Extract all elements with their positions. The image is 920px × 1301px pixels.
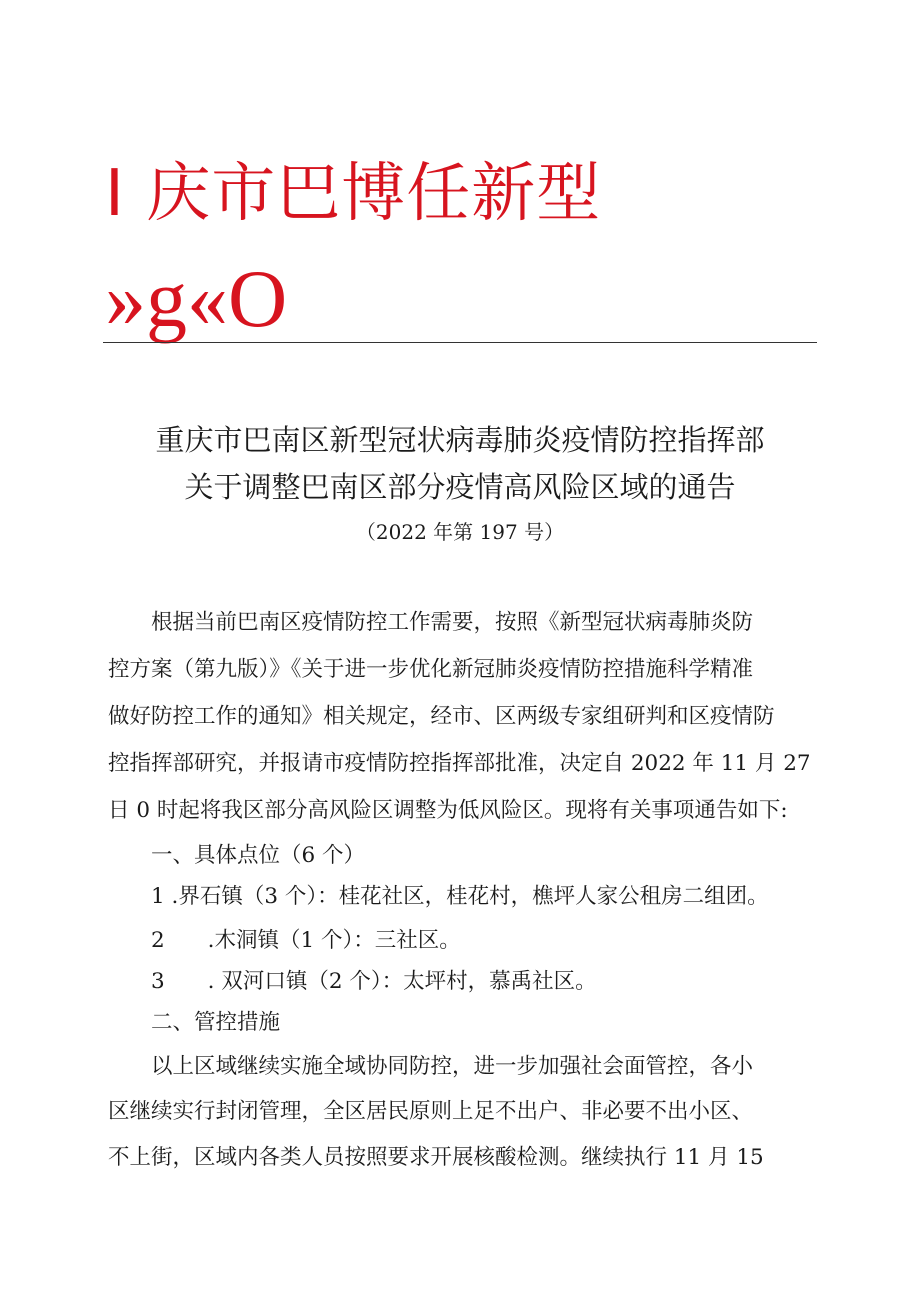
- document-number: （2022 年第 197 号）: [355, 520, 565, 544]
- body-line: 日 0 时起将我区部分高风险区调整为低风险区。现将有关事项通告如下:: [108, 798, 788, 823]
- document-title-line-2: 关于调整巴南区部分疫情高风险区域的通告: [184, 470, 736, 504]
- section-heading: 一、具体点位（6 个）: [108, 843, 366, 868]
- body-line: 不上街，区域内各类人员按照要求开展核酸检测。继续执行 11 月 15: [108, 1145, 764, 1170]
- body-line: 做好防控工作的通知》相关规定，经市、区两级专家组研判和区疫情防: [108, 704, 775, 729]
- body-line: 根据当前巴南区疫情防控工作需要，按照《新型冠状病毒肺炎防: [108, 610, 754, 635]
- masthead-divider: [103, 342, 817, 343]
- body-line: 以上区域继续实施全域协同防控，进一步加强社会面管控，各小: [108, 1054, 754, 1079]
- body-line: 控指挥部研究，并报请市疫情防控指挥部批准，决定自 2022 年 11 月 27: [108, 751, 811, 776]
- list-item: 3 . 双河口镇（2 个）：太坪村，慕禹社区。: [108, 969, 597, 994]
- list-item: 2 .木洞镇（1 个）：三社区。: [108, 928, 461, 953]
- masthead-line-2: »g«O: [105, 253, 288, 344]
- body-line: 区继续实行封闭管理，全区居民原则上足不出户、非必要不出小区、: [108, 1099, 754, 1124]
- list-item: 1 .界石镇（3 个）：桂花社区，桂花村，樵坪人家公租房二组团。: [108, 884, 769, 909]
- body-line: 控方案（第九版）》《关于进一步优化新冠肺炎疫情防控措施科学精准: [108, 657, 754, 682]
- masthead-line-1: I 庆市巴博任新型: [105, 157, 602, 231]
- document-title-line-1: 重庆市巴南区新型冠状病毒肺炎疫情防控指挥部: [155, 423, 765, 457]
- section-heading: 二、管控措施: [108, 1010, 281, 1035]
